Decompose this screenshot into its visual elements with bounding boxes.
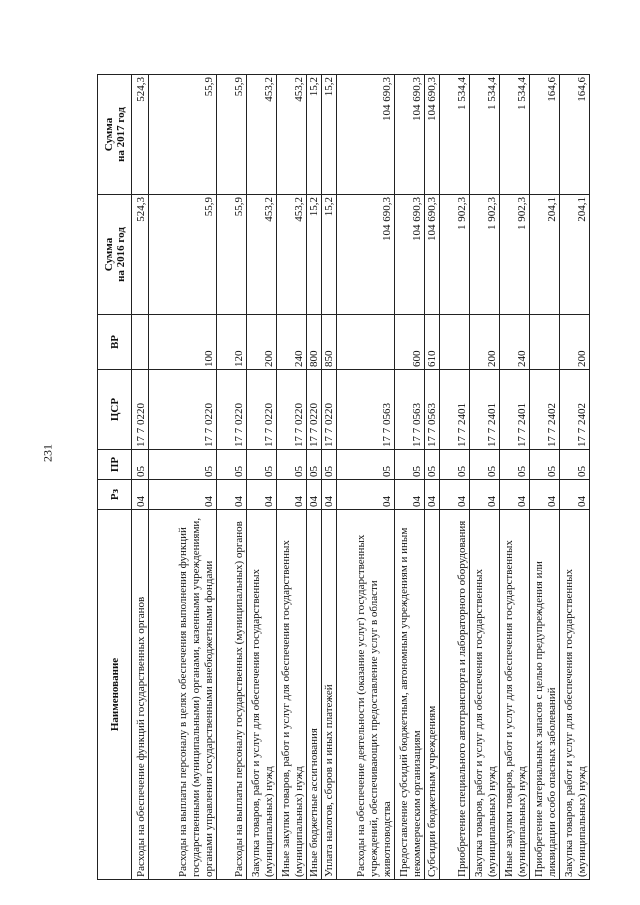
cell-sum-2016: 204,1: [530, 195, 560, 315]
column-header-csr: ЦСР: [98, 370, 132, 450]
cell-rz: 04: [337, 480, 395, 510]
cell-sum-2017: 1 534,4: [500, 75, 530, 195]
cell-pr: 05: [395, 450, 425, 480]
cell-name: Иные бюджетные ассигнования: [307, 510, 322, 880]
cell-rz: 04: [500, 480, 530, 510]
cell-sum-2017: 104 690,3: [395, 75, 425, 195]
table-row: [247, 75, 277, 880]
table-row: [560, 75, 590, 880]
column-header-sum-2016: [98, 195, 132, 315]
cell-csr: 17 7 2401: [470, 370, 500, 450]
cell-csr: 17 7 0220: [132, 370, 149, 450]
table-row: [149, 75, 217, 880]
cell-sum-2016: 104 690,3: [425, 195, 440, 315]
cell-sum-2016: 453,2: [277, 195, 307, 315]
cell-csr: 17 7 2401: [500, 370, 530, 450]
cell-pr: 05: [132, 450, 149, 480]
cell-pr: 05: [440, 450, 470, 480]
cell-sum-2017: 453,2: [247, 75, 277, 195]
table-row: [500, 75, 530, 880]
cell-name: Расходы на обеспечение функций государственных органов: [132, 510, 149, 880]
cell-vr: 850: [322, 315, 337, 370]
cell-vr: [530, 315, 560, 370]
cell-csr: 17 7 0220: [322, 370, 337, 450]
rotated-table-wrapper: [97, 75, 588, 880]
cell-rz: 04: [560, 480, 590, 510]
cell-sum-2017: 55,9: [217, 75, 247, 195]
cell-sum-2017: 164,6: [530, 75, 560, 195]
cell-vr: [440, 315, 470, 370]
cell-vr: [337, 315, 395, 370]
column-header-sum-2017: [98, 75, 132, 195]
cell-rz: 04: [217, 480, 247, 510]
cell-name: Расходы на выплаты персоналу государственных (муниципальных) органов: [217, 510, 247, 880]
table-header-row: [98, 75, 132, 880]
cell-rz: 04: [322, 480, 337, 510]
cell-vr: 200: [560, 315, 590, 370]
cell-csr: 17 7 0563: [395, 370, 425, 450]
column-header-sum-2016-line2: на 2016 год: [114, 227, 127, 282]
cell-sum-2016: 104 690,3: [337, 195, 395, 315]
cell-rz: 04: [307, 480, 322, 510]
cell-pr: 05: [247, 450, 277, 480]
cell-vr: 800: [307, 315, 322, 370]
cell-sum-2017: 104 690,3: [425, 75, 440, 195]
cell-sum-2017: 104 690,3: [337, 75, 395, 195]
cell-name: Расходы на обеспечение деятельности (оказание услуг) государственных учреждений, обеспечивающих предоставление услуг в области животноводства: [337, 510, 395, 880]
cell-sum-2016: 1 902,3: [440, 195, 470, 315]
cell-csr: 17 7 2402: [560, 370, 590, 450]
cell-vr: 200: [247, 315, 277, 370]
cell-vr: 240: [277, 315, 307, 370]
cell-rz: 04: [247, 480, 277, 510]
cell-rz: 04: [470, 480, 500, 510]
cell-sum-2017: 164,6: [560, 75, 590, 195]
table-row: [132, 75, 149, 880]
cell-pr: 05: [470, 450, 500, 480]
cell-pr: 05: [307, 450, 322, 480]
table-row: [440, 75, 470, 880]
cell-name: Предоставление субсидий бюджетным, автономным учреждениям и иным некоммерческим организациям: [395, 510, 425, 880]
cell-sum-2017: 15,2: [307, 75, 322, 195]
column-header-sum-2016-line1: Сумма: [102, 237, 115, 272]
cell-sum-2016: 15,2: [307, 195, 322, 315]
cell-sum-2016: 1 902,3: [470, 195, 500, 315]
cell-vr: [132, 315, 149, 370]
cell-csr: 17 7 0563: [425, 370, 440, 450]
cell-sum-2017: 453,2: [277, 75, 307, 195]
cell-sum-2016: 1 902,3: [500, 195, 530, 315]
cell-pr: 05: [322, 450, 337, 480]
cell-name: Закупка товаров, работ и услуг для обеспечения государственных (муниципальных) нужд: [247, 510, 277, 880]
cell-rz: 04: [395, 480, 425, 510]
cell-pr: 05: [337, 450, 395, 480]
column-header-pr: ПР: [98, 450, 132, 480]
cell-pr: 05: [500, 450, 530, 480]
table-row: [530, 75, 560, 880]
cell-vr: 120: [217, 315, 247, 370]
cell-rz: 04: [440, 480, 470, 510]
cell-csr: 17 7 0220: [307, 370, 322, 450]
table-row: [217, 75, 247, 880]
cell-rz: 04: [277, 480, 307, 510]
cell-csr: 17 7 0220: [217, 370, 247, 450]
cell-rz: 04: [530, 480, 560, 510]
cell-sum-2017: 15,2: [322, 75, 337, 195]
cell-sum-2016: 15,2: [322, 195, 337, 315]
cell-name: Закупка товаров, работ и услуг для обеспечения государственных (муниципальных) нужд: [560, 510, 590, 880]
cell-sum-2017: 524,3: [132, 75, 149, 195]
cell-name: Уплата налогов, сборов и иных платежей: [322, 510, 337, 880]
table-row: [322, 75, 337, 880]
cell-pr: 05: [425, 450, 440, 480]
cell-sum-2016: 104 690,3: [395, 195, 425, 315]
cell-sum-2017: 1 534,4: [440, 75, 470, 195]
cell-rz: 04: [132, 480, 149, 510]
cell-sum-2016: 453,2: [247, 195, 277, 315]
cell-vr: 100: [149, 315, 217, 370]
page-number: 231: [40, 444, 55, 462]
cell-csr: 17 7 0220: [247, 370, 277, 450]
table-row: [337, 75, 395, 880]
table-row: [277, 75, 307, 880]
table-row: [307, 75, 322, 880]
cell-csr: 17 7 0220: [277, 370, 307, 450]
cell-name: Расходы на выплаты персоналу в целях обеспечения выполнения функций государственными (муниципальными) органами, казенными учреждениями, органами управления государственными внебюджетными фондами: [149, 510, 217, 880]
cell-rz: 04: [149, 480, 217, 510]
table-row: [425, 75, 440, 880]
cell-vr: 200: [470, 315, 500, 370]
column-header-name: Наименование: [98, 510, 132, 880]
cell-name: Закупка товаров, работ и услуг для обеспечения государственных (муниципальных) нужд: [470, 510, 500, 880]
budget-table: [97, 74, 590, 880]
cell-pr: 05: [530, 450, 560, 480]
cell-name: Приобретение материальных запасов с целью предупреждения или ликвидации особо опасных заболеваний: [530, 510, 560, 880]
cell-name: Приобретение специального автотранспорта и лабораторного оборудования: [440, 510, 470, 880]
cell-pr: 05: [277, 450, 307, 480]
cell-vr: 240: [500, 315, 530, 370]
cell-csr: 17 7 0220: [149, 370, 217, 450]
cell-csr: 17 7 2401: [440, 370, 470, 450]
cell-sum-2016: 524,3: [132, 195, 149, 315]
column-header-rz: Рз: [98, 480, 132, 510]
cell-pr: 05: [560, 450, 590, 480]
cell-rz: 04: [425, 480, 440, 510]
cell-pr: 05: [149, 450, 217, 480]
cell-vr: 610: [425, 315, 440, 370]
cell-name: Иные закупки товаров, работ и услуг для обеспечения государственных (муниципальных) нужд: [277, 510, 307, 880]
cell-vr: 600: [395, 315, 425, 370]
cell-sum-2016: 55,9: [149, 195, 217, 315]
cell-sum-2016: 204,1: [560, 195, 590, 315]
cell-csr: 17 7 2402: [530, 370, 560, 450]
column-header-sum-2017-line1: Сумма: [102, 117, 115, 152]
cell-name: Субсидии бюджетным учреждениям: [425, 510, 440, 880]
column-header-sum-2017-line2: на 2017 год: [114, 107, 127, 162]
table-row: [470, 75, 500, 880]
cell-pr: 05: [217, 450, 247, 480]
cell-csr: 17 7 0563: [337, 370, 395, 450]
table-row: [395, 75, 425, 880]
cell-sum-2016: 55,9: [217, 195, 247, 315]
cell-sum-2017: 55,9: [149, 75, 217, 195]
cell-name: Иные закупки товаров, работ и услуг для обеспечения государственных (муниципальных) нужд: [500, 510, 530, 880]
column-header-vr: ВР: [98, 315, 132, 370]
cell-sum-2017: 1 534,4: [470, 75, 500, 195]
